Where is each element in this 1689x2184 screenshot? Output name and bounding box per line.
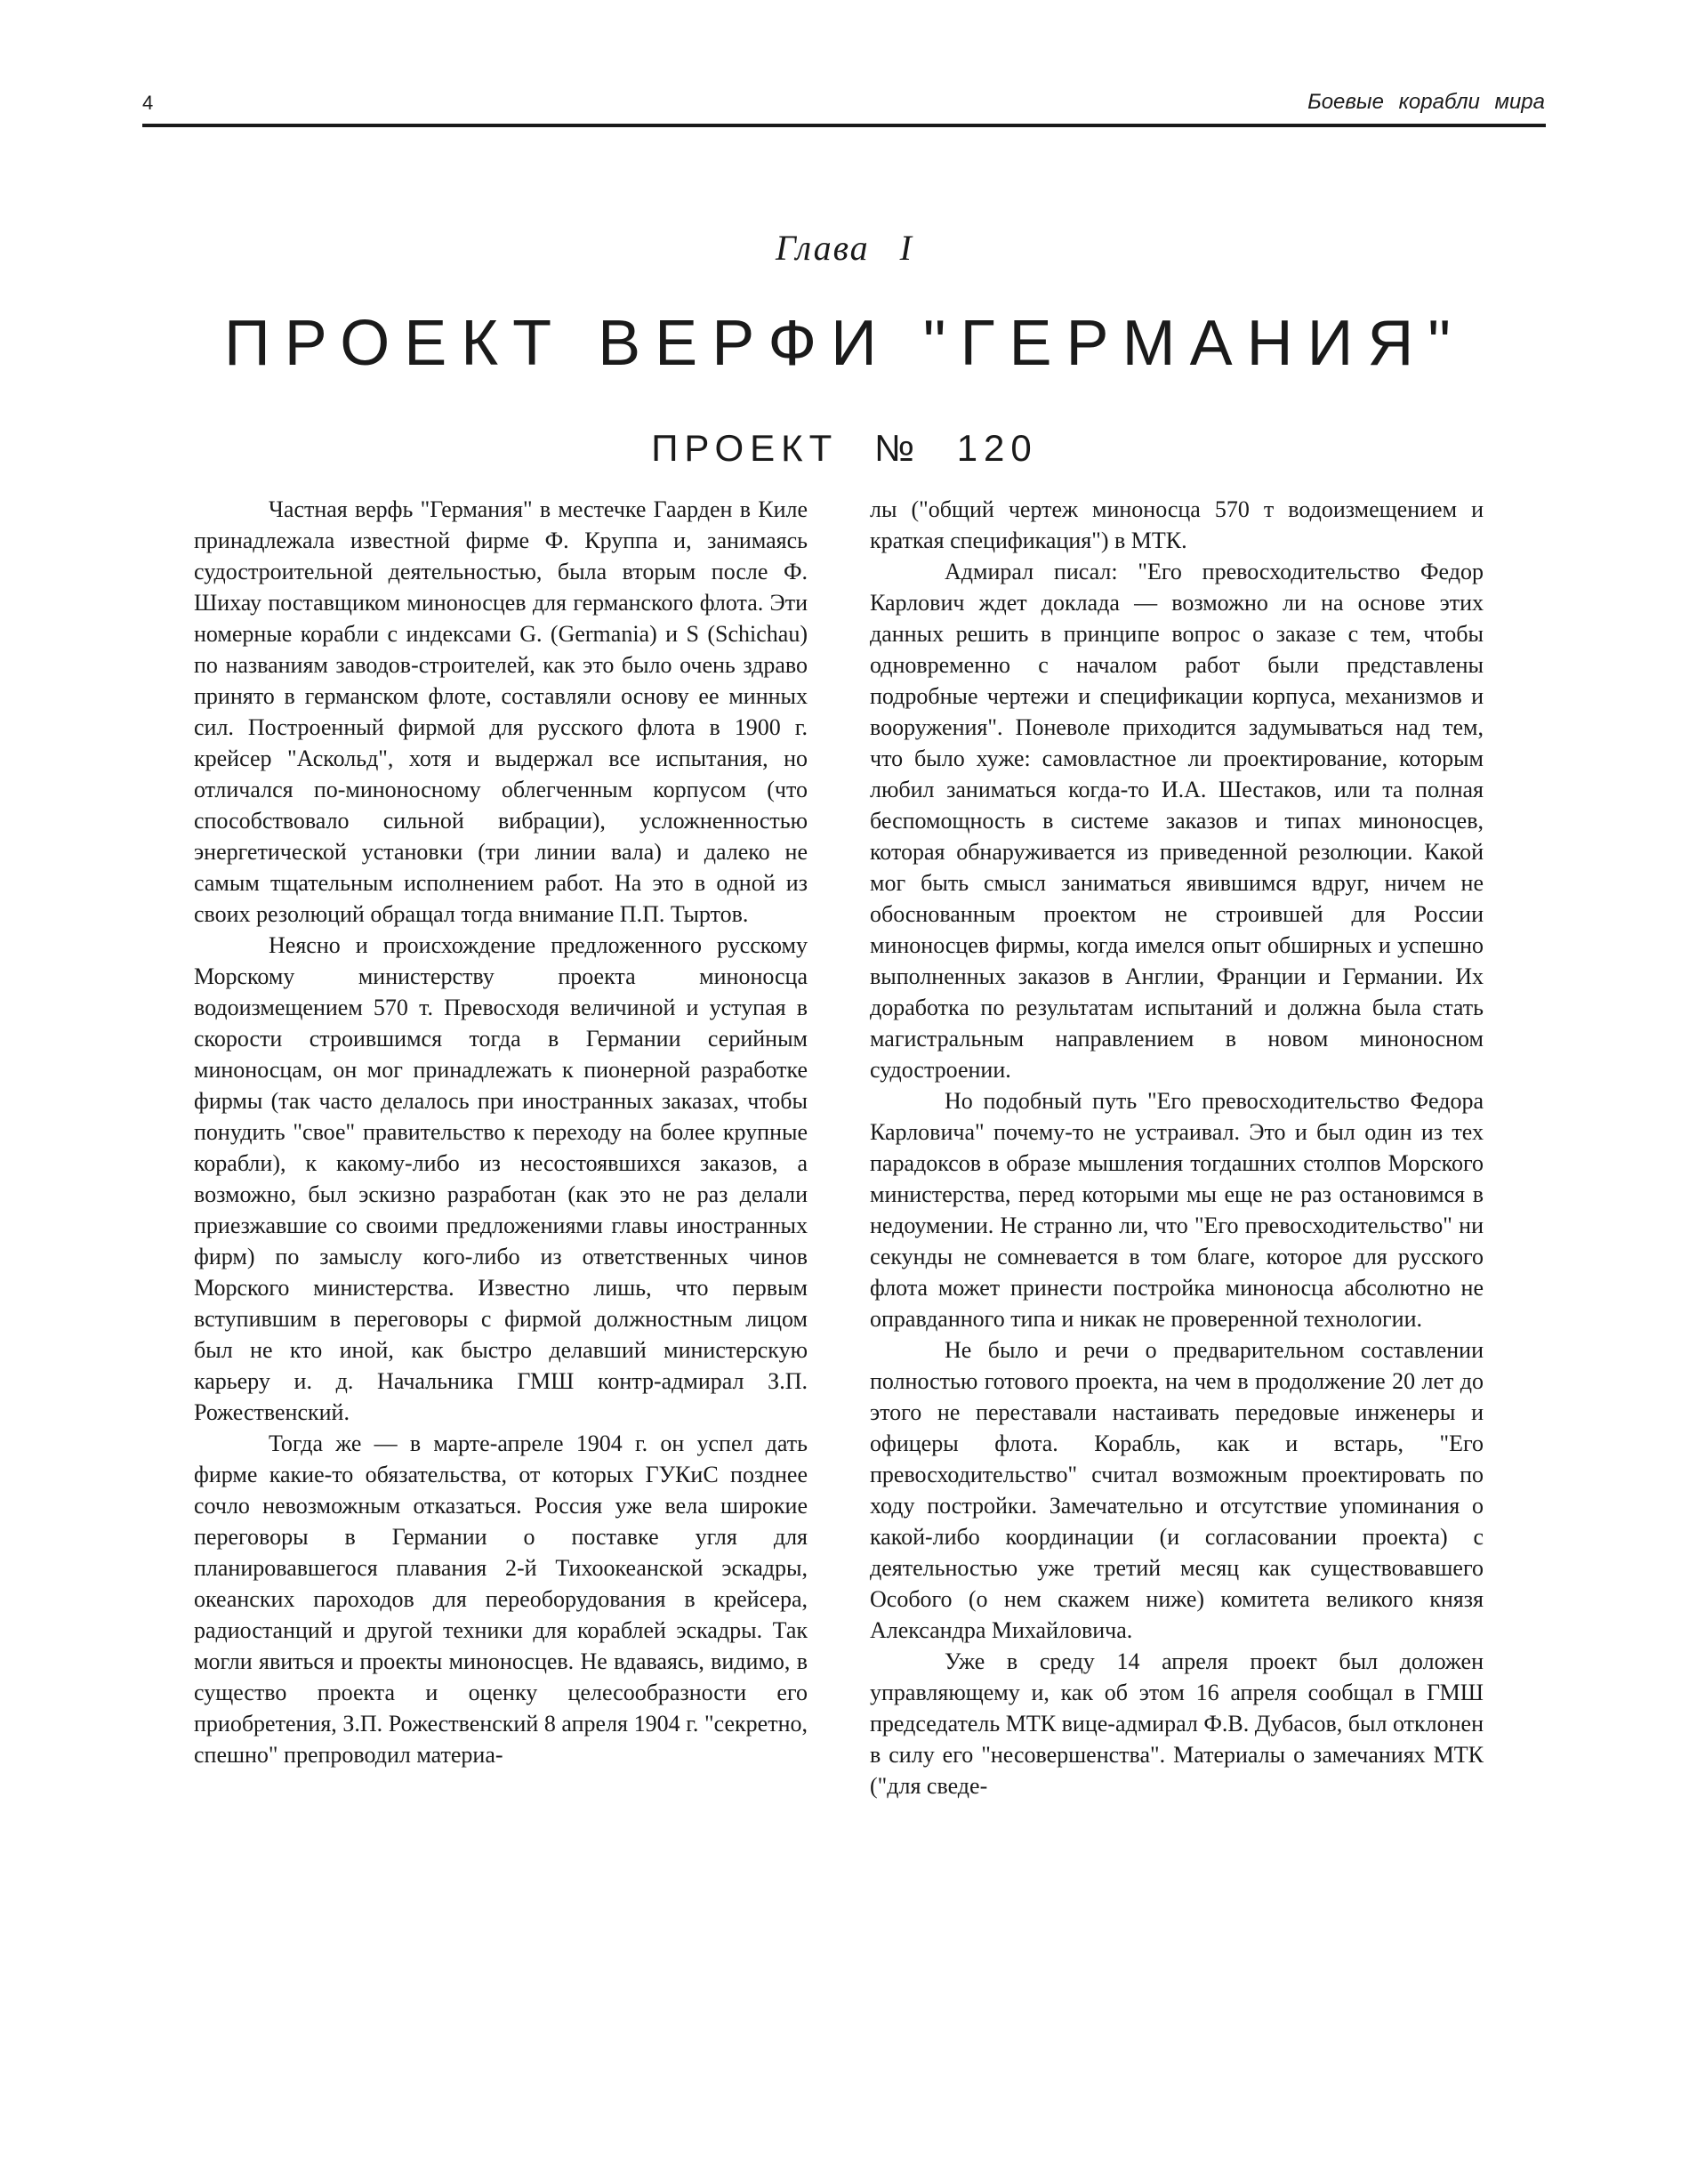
paragraph: Не было и речи о предварительном составлении полностью готового проекта, на чем в продолжение 20 лет до этого не переставали настаивать передовые инженеры и офицеры флота. Корабль, как и встарь, "Его превосходительство" считал возможным проектировать по ходу постройки. Замечательно и отсутствие упоминания о какой-либо координации (и согласовании проекта) с деятельностью уже третий месяц как существовавшего Особого (о нем скажем ниже) комитета великого князя Александра Михайловича. — [870, 1337, 1484, 1643]
right-column — [870, 494, 1484, 1801]
chapter-label: Глава I — [776, 228, 913, 268]
paragraph: Но подобный путь "Его превосходительство Федора Карловича" почему-то не устраивал. Это и был один из тех парадоксов в образе мышления тогдашних столпов Морского министерства, перед которыми мы еще не раз остановимся в недоумении. Не странно ли, что "Его превосходительство" ни секунды не сомневается в том благе, которое для русского флота может принести постройка миноносца абсолютно не оправданного типа и никак не проверенной технологии. — [870, 1088, 1484, 1332]
paragraph: Уже в среду 14 апреля проект был доложен управляющему и, как об этом 16 апреля сообщал в ГМШ председатель МТК вице-адмирал Ф.В. Дубасов, был отклонен в силу его "несовершенства". Материалы о замечаниях МТК ("для сведе- — [870, 1648, 1484, 1799]
running-head: Боевые корабли мира — [1307, 90, 1545, 114]
chapter-title: ПРОЕКТ ВЕРФИ "ГЕРМАНИЯ" — [224, 308, 1465, 379]
paragraph: Неясно и происхождение предложенного русскому Морскому министерству проекта миноносца водоизмещением 570 т. Превосходя величиной и уступая в скорости строившимся тогда в Германии серийным миноносцам, он мог принадлежать к пионерной разработке фирмы (так часто делалось при иностранных заказах, чтобы понудить "свое" правительство к переходу на более крупные корабли), к какому-либо из несостоявшихся заказов, а возможно, был эскизно разработан (как это не раз делали приезжавшие со своими предложениями главы иностранных фирм) по замыслу кого-либо из ответственных чинов Морского министерства. Известно лишь, что первым вступившим в переговоры с фирмой должностным лицом был не кто иной, как быстро делавший министерскую карьеру и. д. Начальника ГМШ контр-адмирал З.П. Рожественский. — [194, 932, 808, 1425]
paragraph: лы ("общий чертеж миноносца 570 т водоизмещением и краткая спецификация") в МТК. — [870, 496, 1484, 553]
page-number: 4 — [142, 92, 154, 114]
paragraph: Тогда же — в марте-апреле 1904 г. он успел дать фирме какие-то обязательства, от которых ГУКиС позднее сочло невозможным отказаться. Россия уже вела широкие переговоры в Германии о поставке угля для планировавшегося плавания 2-й Тихоокеанской эскадры, океанских пароходов для переоборудования в крейсера, радиостанций и другой техники для кораблей эскадры. Так могли явиться и проекты миноносцев. Не вдаваясь, видимо, в существо проекта и оценку целесообразности его приобретения, З.П. Рожественский 8 апреля 1904 г. "секретно, спешно" препроводил материа- — [194, 1430, 808, 1768]
left-column — [194, 494, 808, 1770]
paragraph: Частная верфь "Германия" в местечке Гаарден в Киле принадлежала известной фирме Ф. Круппа и, занимаясь судостроительной деятельностью, была вторым после Ф. Шихау поставщиком миноносцев для германского флота. Эти номерные корабли с индексами G. (Germania) и S (Schichau) по названиям заводов-строителей, как это было очень здраво принято в германском флоте, составляли основу ее минных сил. Построенный фирмой для русского флота в 1900 г. крейсер "Аскольд", хотя и выдержал все испытания, но отличался по-миноносному облегченным корпусом (что способствовало сильной вибрации), усложненностью энергетической установки (три линии вала) и далеко не самым тщательным исполнением работ. На это в одной из своих резолюций обращал тогда внимание П.П. Тыртов. — [194, 496, 808, 927]
paragraph: Адмирал писал: "Его превосходительство Федор Карлович ждет доклада — возможно ли на основе этих данных решить в принципе вопрос о заказе с тем, чтобы одновременно с началом работ были представлены подробные чертежи и спецификации корпуса, механизмов и вооружения". Поневоле приходится задумываться над тем, что было хуже: самовластное ли проектирование, которым любил заниматься когда-то И.А. Шестаков, или та полная беспомощность в системе заказов и типах миноносцев, которая обнаруживается из приведенной резолюции. Какой мог быть смысл заниматься явившимся вдруг, ничем не обоснованным проектом не строившей для России миноносцев фирмы, когда имелся опыт обширных и успешно выполненных заказов в Англии, Франции и Германии. Их доработка по результатам испытаний и должна была стать магистральным направлением в новом миноносном судостроении. — [870, 559, 1484, 1083]
header-rule — [142, 124, 1546, 127]
project-title: ПРОЕКТ № 120 — [651, 427, 1038, 469]
